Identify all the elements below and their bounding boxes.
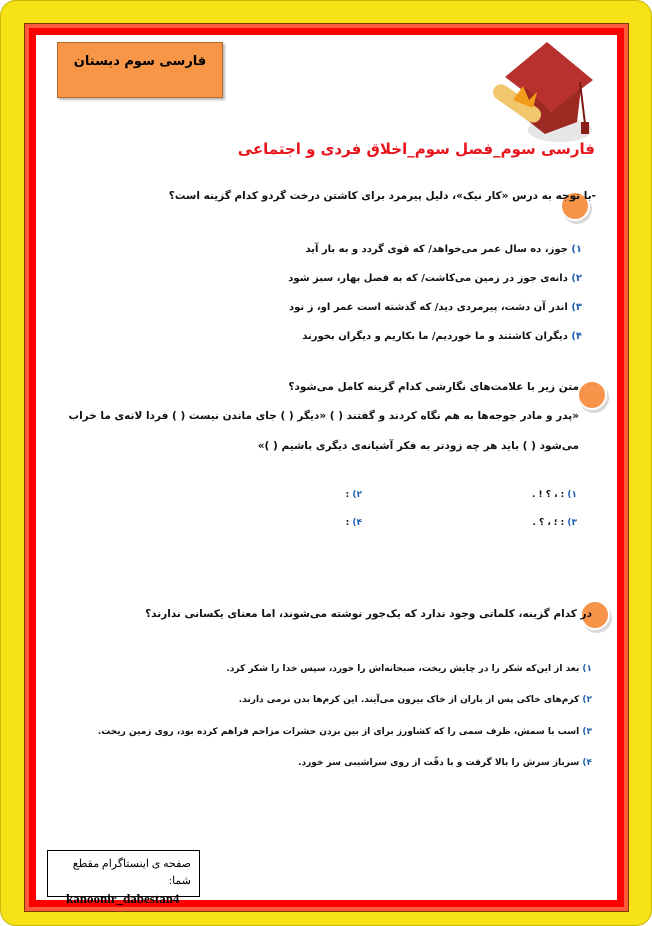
option-number: ۲): [571, 273, 582, 284]
option-text: دانه‌ی جوز در زمین می‌کاشت/ که به فصل بهار، سبز شود: [288, 273, 568, 284]
question-3: در کدام گزینه، کلماتی وجود ندارد که یک‌جور نوشته می‌شوند، اما معنای یکسانی ندارند؟: [145, 608, 592, 620]
q2-option-4[interactable]: [346, 518, 362, 528]
option-text: اسب با سمش، ظرف سمی را که کشاورز برای از بین بردن حشرات مزاحم فراهم کرده بود، روی زمین ریخت.: [97, 727, 580, 737]
footer-label: صفحه ی اینستاگرام مقطع شما:: [72, 858, 191, 887]
grade-badge: فارسی سوم دبستان: [57, 42, 223, 98]
q2-option-1[interactable]: [532, 490, 577, 500]
option-text: دیگران کاشتند و ما خوردیم/ ما بکاریم و دیگران بخورند: [302, 331, 568, 342]
option-number: ۳): [582, 727, 592, 737]
option-number: ۱): [567, 490, 577, 500]
question-1: -با توجه به درس «کار نیک»، دلیل پیرمرد برای کاشتن درخت گردو کدام گزینه است؟: [168, 190, 596, 202]
option-number: ۱): [582, 664, 592, 674]
option-text: اندر آن دشت، پیرمردی دید/ که گذشته است عمر او، ز نود: [289, 302, 568, 313]
option-number: ۴): [352, 518, 362, 528]
option-number: ۴): [582, 758, 592, 768]
graduation-cap-icon: [485, 42, 595, 147]
question-bullet-icon: [577, 380, 607, 410]
option-number: ۱): [571, 244, 582, 255]
option-text: کرم‌های خاکی پس از باران از خاک بیرون می‌آیند. این کرم‌ها بدن نرمی دارند.: [238, 695, 580, 705]
q2-passage-line-1: «پدر و مادر جوجه‌ها به هم نگاه کردند و گفتند ( ) «دیگر ( ) جای ماندن نیست ( ) فردا لانه‌ی ما خراب: [68, 410, 579, 422]
q2-passage-line-2: می‌شود ( ) باید هر چه زودتر به فکر آشیانه‌ی دیگری باشیم ( )»: [257, 440, 579, 452]
option-text: : ، ؟ ! .: [531, 490, 565, 500]
q2-option-3[interactable]: [532, 518, 577, 528]
option-number: ۳): [571, 302, 582, 313]
q2-option-2[interactable]: [346, 490, 362, 500]
q1-option-3[interactable]: [289, 302, 582, 313]
instagram-handle: kanoonir_dabestan4: [66, 891, 180, 906]
option-number: ۴): [571, 331, 582, 342]
option-text: بعد از این‌که شکر را در چایش ریخت، صبحانه‌اش را خورد، سپس خدا را شکر کرد.: [226, 664, 580, 674]
option-text: جوز، ده سال عمر می‌خواهد/ که قوی گردد و به بار آید: [305, 244, 568, 255]
option-text: :: [345, 490, 350, 500]
option-number: ۲): [582, 695, 592, 705]
q3-option-2[interactable]: [239, 695, 592, 705]
q3-option-4[interactable]: [298, 758, 592, 768]
instagram-footer-box: [47, 850, 200, 906]
q3-option-3[interactable]: [98, 727, 592, 737]
option-number: ۳): [567, 518, 577, 528]
option-text: سرباز سرش را بالا گرفت و با دقّت از روی سراشیبی سر خورد.: [298, 758, 580, 768]
worksheet-paper: [36, 35, 617, 900]
option-text: :: [345, 518, 350, 528]
q3-option-1[interactable]: [226, 664, 592, 674]
option-number: ۲): [352, 490, 362, 500]
q1-option-2[interactable]: [288, 273, 582, 284]
question-2: متن زیر با علامت‌های نگارشی کدام گزینه کامل می‌شود؟: [288, 381, 579, 393]
option-text: : ؛ ، ؟ .: [532, 518, 565, 528]
q1-option-1[interactable]: [305, 244, 582, 255]
q1-option-4[interactable]: [302, 331, 582, 342]
worksheet-title: فارسی سوم_فصل سوم_اخلاق فردی و اجتماعی: [237, 140, 595, 158]
